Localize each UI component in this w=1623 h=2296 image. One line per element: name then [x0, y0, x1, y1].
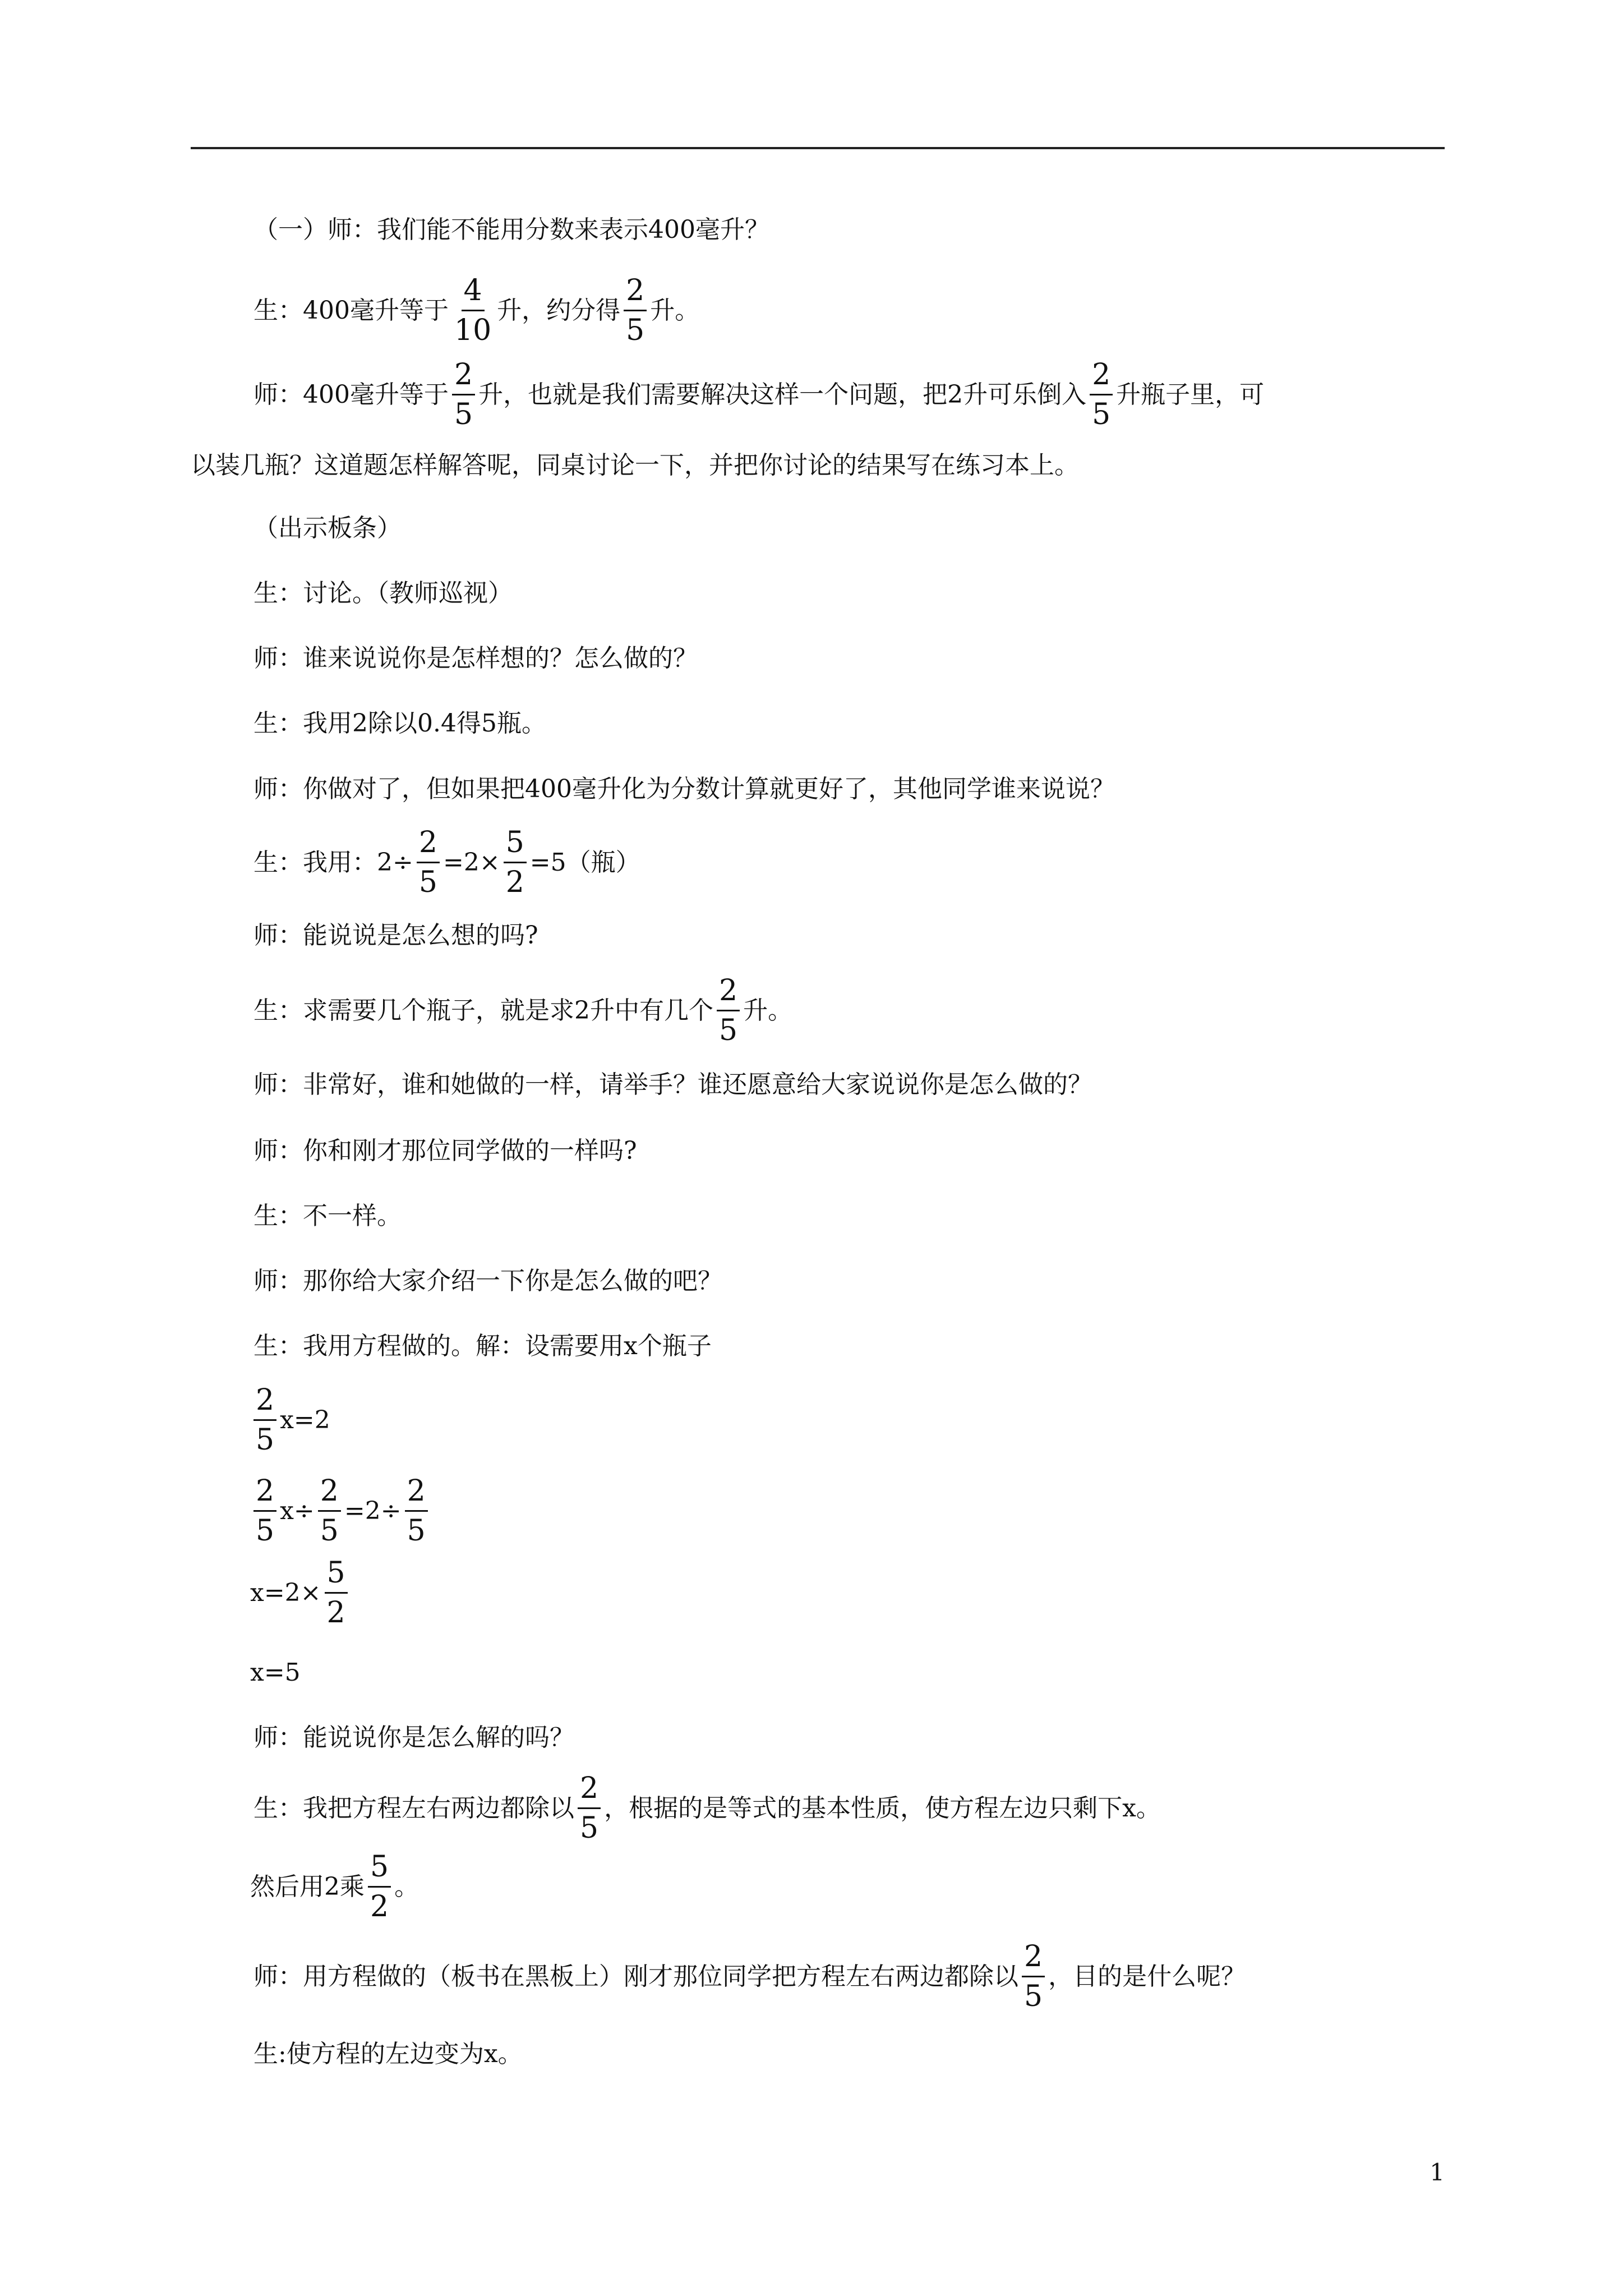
equation-2: $\frac{2}{5}$ x÷ $\frac{2}{5}$ =2÷ $\frac{2}{5}$ — [250, 1475, 431, 1547]
line-18: 师：能说说你是怎么解的吗？ — [253, 1723, 574, 1752]
fraction: $\frac{2}{5}$ — [578, 1773, 601, 1844]
fraction: $\frac{2}{5}$ — [253, 1475, 276, 1547]
line-14: 师：你和刚才那位同学做的一样吗? — [253, 1137, 637, 1165]
fraction: $\frac{4}{10}$ — [454, 274, 492, 348]
line-9: 师：你做对了，但如果把400毫升化为分数计算就更好了，其他同学谁来说说？ — [253, 775, 1115, 803]
line-22: 生:使方程的左边变为x。 — [253, 2040, 523, 2068]
header-rule — [191, 147, 1445, 149]
equation-4: x=5 — [250, 1658, 301, 1687]
line-8: 生：我用2除以0.4得5瓶。 — [253, 709, 546, 738]
line-21: 师：用方程做的（板书在黑板上）刚才那位同学把方程左右两边都除以 $\frac{2}{5}$ ，目的是什么呢？ — [253, 1940, 1246, 2014]
line-7: 师：谁来说说你是怎样想的？怎么做的？ — [253, 644, 698, 673]
line-12: 生：求需要几个瓶子，就是求2升中有几个 $\frac{2}{5}$ 升。 — [253, 974, 793, 1048]
fraction: $\frac{2}{5}$ — [717, 975, 740, 1046]
fraction: $\frac{2}{5}$ — [1090, 359, 1113, 430]
fraction: $\frac{2}{5}$ — [405, 1475, 428, 1547]
line-20: 然后用2乘 $\frac{5}{2}$ 。 — [250, 1850, 419, 1924]
fraction: $\frac{2}{5}$ — [318, 1475, 341, 1547]
fraction: $\frac{5}{2}$ — [325, 1557, 348, 1628]
line-4: 以装几瓶？这道题怎样解答呢，同桌讨论一下，并把你讨论的结果写在练习本上。 — [191, 451, 1079, 480]
equation-3: x=2× $\frac{5}{2}$ — [250, 1557, 351, 1628]
line-13: 师：非常好，谁和她做的一样，请举手？谁还愿意给大家说说你是怎么做的？ — [253, 1070, 1092, 1099]
line-15: 生：不一样。 — [253, 1202, 402, 1230]
fraction: $\frac{2}{5}$ — [417, 827, 440, 898]
line-2: 生：400毫升等于 $\frac{4}{10}$ 升，约分得 $\frac{2}{5}$ 升。 — [253, 274, 700, 348]
line-19: 生：我把方程左右两边都除以 $\frac{2}{5}$ ，根据的是等式的基本性质，使方程左边只剩下x。 — [253, 1772, 1161, 1846]
fraction: $\frac{5}{2}$ — [368, 1851, 391, 1922]
line-3: 师：400毫升等于 $\frac{2}{5}$ 升，也就是我们需要解决这样一个问题，把2升可乐倒入 $\frac{2}{5}$ 升瓶子里，可 — [253, 358, 1265, 432]
line-5: （出示板条） — [253, 514, 402, 542]
page-number: 1 — [1430, 2159, 1445, 2186]
line-10: 生：我用：2÷ $\frac{2}{5}$ =2× $\frac{5}{2}$ =5（瓶） — [253, 826, 640, 900]
line-11: 师：能说说是怎么想的吗? — [253, 921, 538, 950]
equation-1: $\frac{2}{5}$ x=2 — [250, 1384, 330, 1456]
line-17: 生：我用方程做的。解：设需要用x个瓶子 — [253, 1332, 712, 1360]
fraction: $\frac{2}{5}$ — [253, 1384, 276, 1456]
line-1: （一）师：我们能不能用分数来表示400毫升？ — [253, 215, 769, 244]
line-16: 师：那你给大家介绍一下你是怎么做的吧？ — [253, 1267, 722, 1295]
fraction: $\frac{2}{5}$ — [1022, 1941, 1045, 2012]
fraction: $\frac{2}{5}$ — [624, 275, 647, 346]
fraction: $\frac{2}{5}$ — [452, 359, 475, 430]
fraction: $\frac{5}{2}$ — [504, 827, 527, 898]
line-6: 生：讨论。（教师巡视） — [253, 579, 513, 608]
